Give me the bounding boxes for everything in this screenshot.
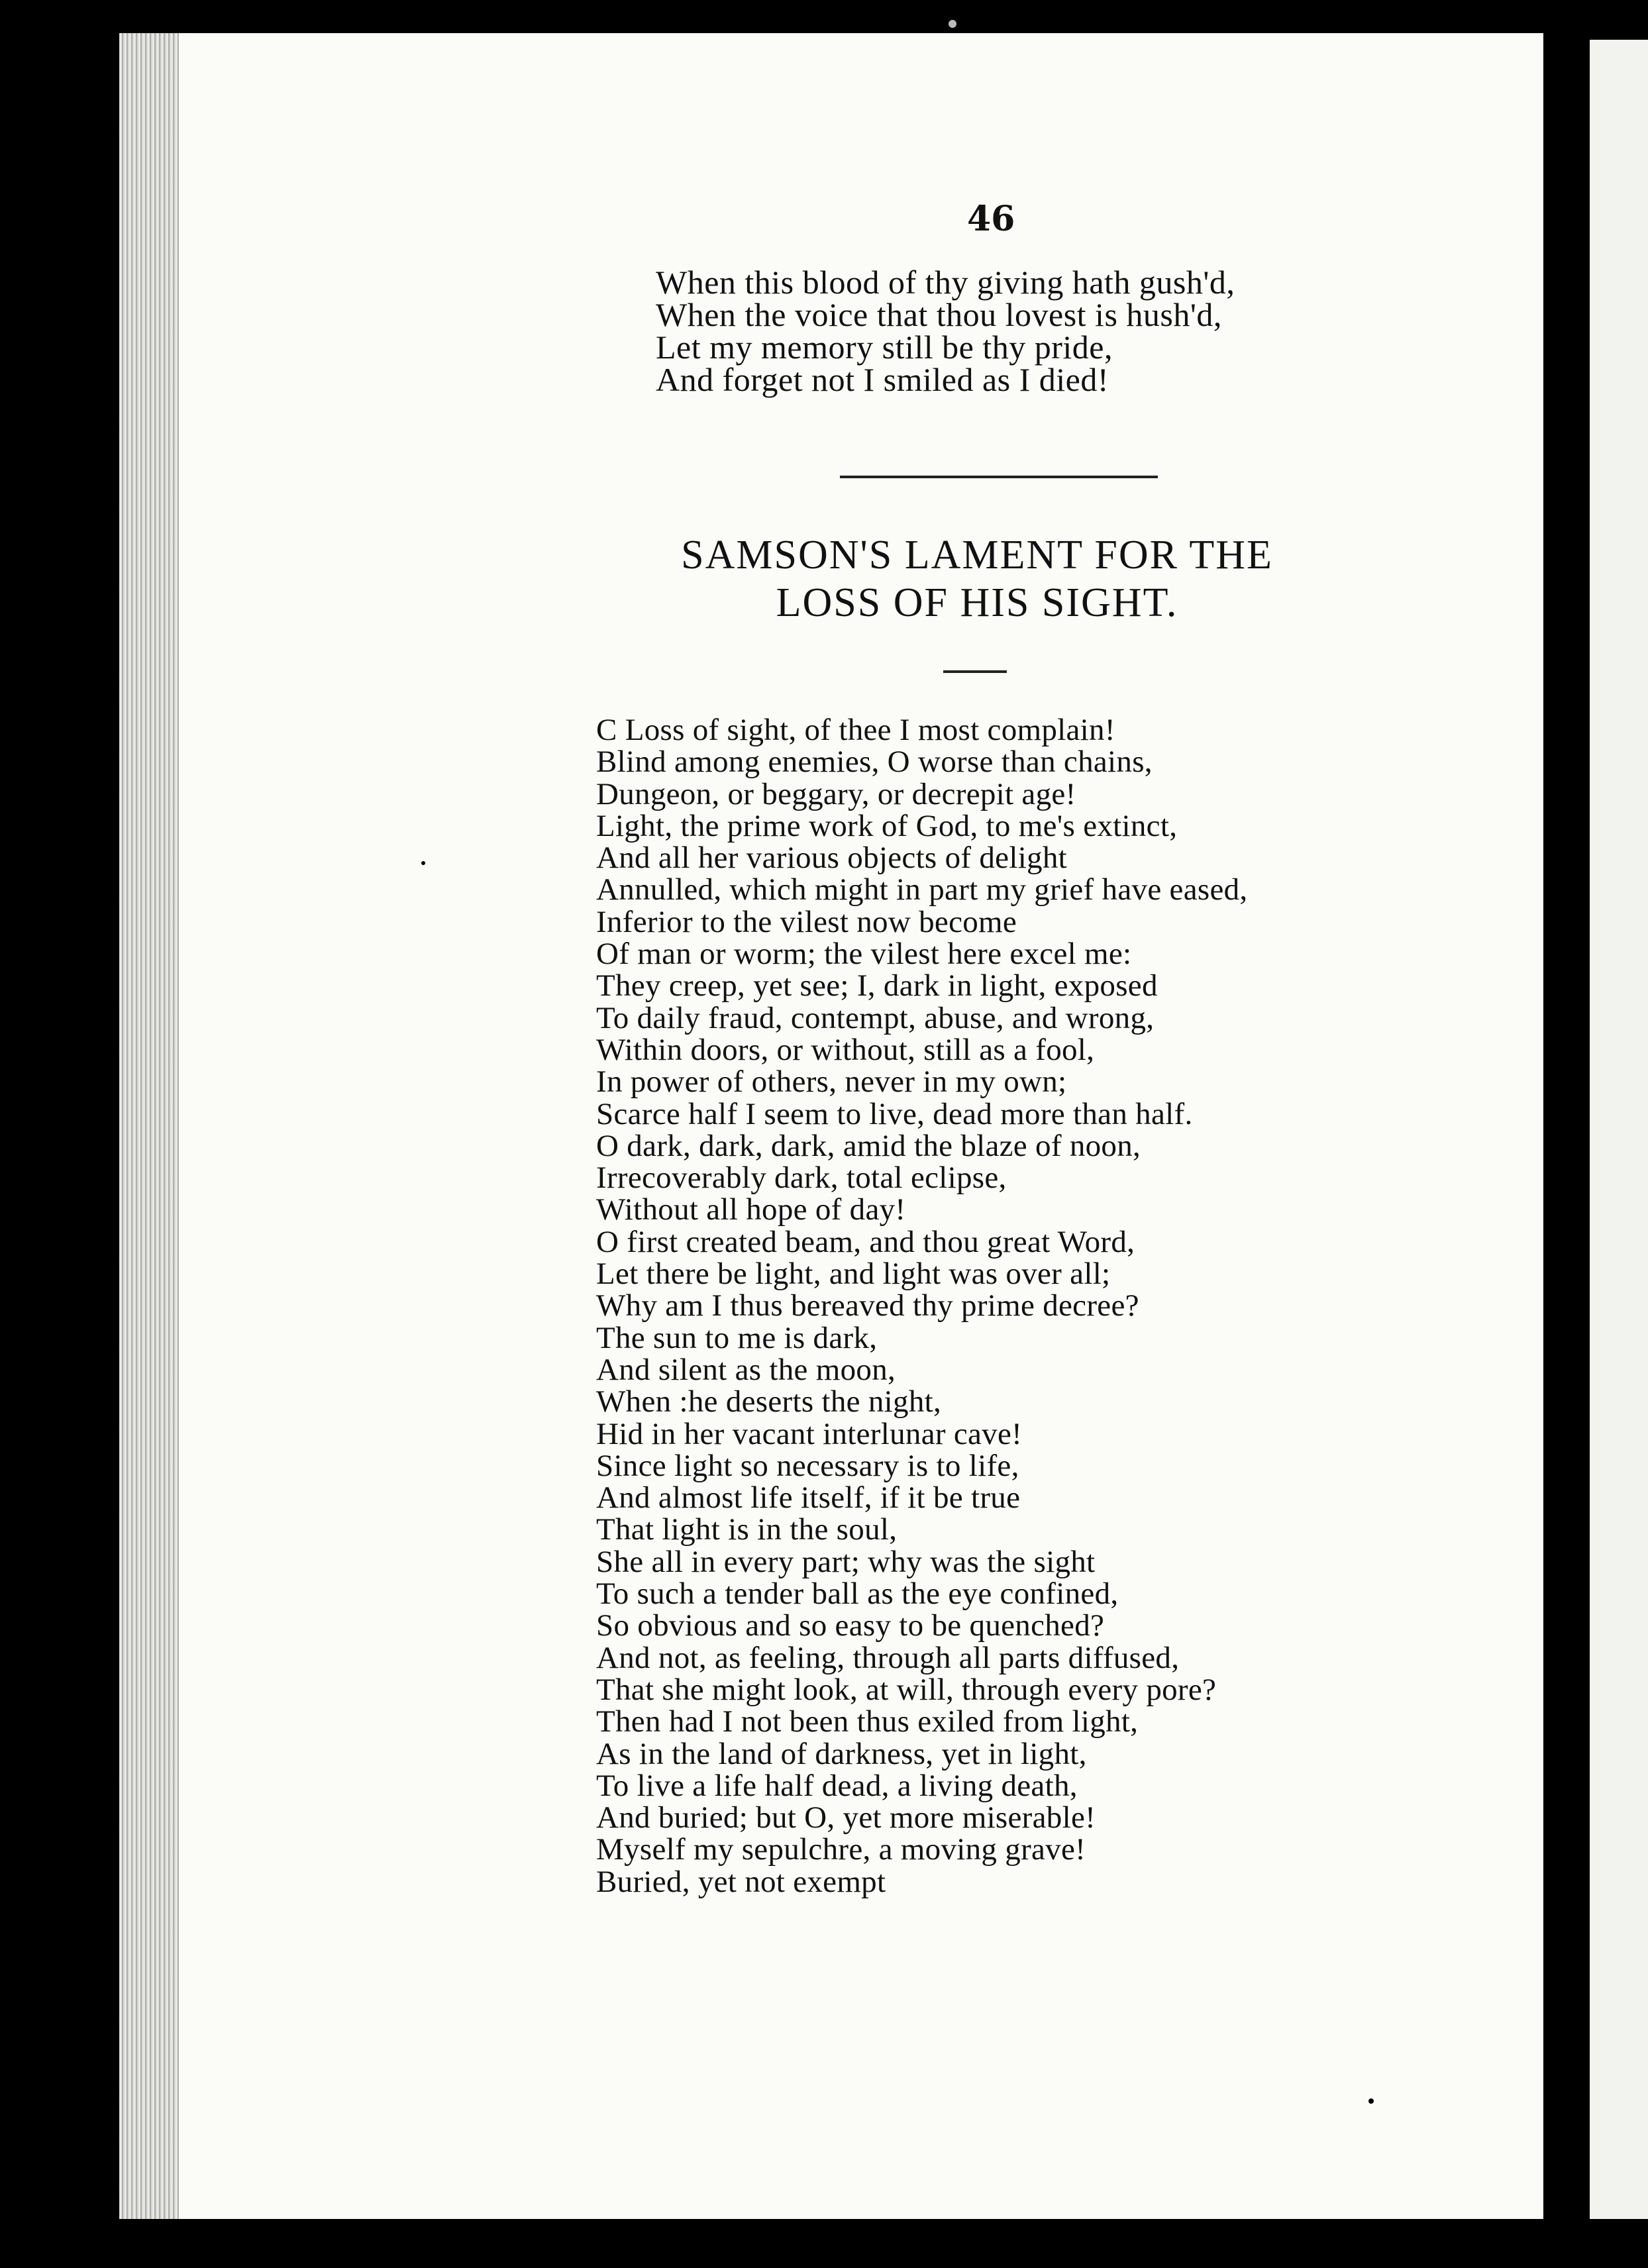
verse-line: O dark, dark, dark, amid the blaze of noon, [596, 1128, 1141, 1163]
poem-body [596, 714, 1391, 1898]
verse-line: She all in every part; why was the sight [596, 1544, 1096, 1579]
verse-line: Light, the prime work of God, to me's extinct, [596, 808, 1178, 843]
verse-line: When this blood of thy giving hath gush'd, [656, 264, 1235, 301]
verse-line: Within doors, or without, still as a fool, [596, 1032, 1095, 1067]
verse-line: Without all hope of day! [596, 1192, 906, 1227]
verse-line: That light is in the soul, [596, 1512, 898, 1547]
verse-line: When :he deserts the night, [596, 1384, 942, 1419]
verse-line: Let my memory still be thy pride, [656, 329, 1113, 366]
verse-line: The sun to me is dark, [596, 1320, 878, 1355]
verse-line: Irrecoverably dark, total eclipse, [596, 1160, 1007, 1196]
verse-line: Annulled, which might in part my grief have eased, [596, 872, 1248, 907]
closing-stanza [656, 266, 1384, 396]
verse-line: And all her various objects of delight [596, 841, 1068, 876]
verse-line: And not, as feeling, through all parts diffused, [596, 1640, 1180, 1675]
verse-line: When the voice that thou lovest is hush'd, [656, 296, 1222, 333]
poem-title [596, 531, 1358, 627]
verse-line: So obvious and so easy to be quenched? [596, 1608, 1105, 1643]
verse-line: And forget not I smiled as I died! [656, 361, 1109, 398]
verse-line: Since light so necessary is to life, [596, 1448, 1019, 1483]
section-divider [840, 476, 1158, 478]
verse-line: Buried, yet not exempt [596, 1864, 886, 1899]
title-line: SAMSON'S LAMENT FOR THE [681, 533, 1273, 578]
verse-line: O first created beam, and thou great Word, [596, 1224, 1135, 1259]
scan-speck [949, 20, 956, 28]
facing-page-edge [1590, 40, 1648, 2219]
title-line: LOSS OF HIS SIGHT. [776, 580, 1178, 625]
title-rule [943, 670, 1007, 673]
verse-line: Scarce half I seem to live, dead more than half. [596, 1096, 1193, 1131]
verse-line: As in the land of darkness, yet in light, [596, 1736, 1087, 1771]
verse-line: Why am I thus bereaved thy prime decree? [596, 1288, 1139, 1323]
verse-line: And buried; but O, yet more miserable! [596, 1800, 1096, 1835]
verse-line: And almost life itself, if it be true [596, 1480, 1021, 1516]
scan-speck [25, 513, 34, 522]
verse-line: Let there be light, and light was over all; [596, 1257, 1111, 1292]
scan-speck [1368, 2098, 1374, 2104]
verse-line: C Loss of sight, of thee I most complain! [596, 713, 1115, 747]
gutter-shadow [1543, 0, 1590, 2268]
verse-line: Then had I not been thus exiled from light, [596, 1704, 1139, 1739]
verse-line: Dungeon, or beggary, or decrepit age! [596, 776, 1076, 811]
verse-line: Of man or worm; the vilest here excel me: [596, 937, 1132, 972]
verse-line: Hid in her vacant interlunar cave! [596, 1416, 1023, 1451]
verse-line: Blind among enemies, O worse than chains, [596, 745, 1153, 780]
verse-line: To live a life half dead, a living death, [596, 1768, 1078, 1803]
verse-line: Myself my sepulchre, a moving grave! [596, 1832, 1086, 1867]
scan-speck [421, 861, 425, 865]
verse-line: To such a tender ball as the eye confined, [596, 1576, 1119, 1612]
page-edge-stack [119, 33, 179, 2219]
verse-line: In power of others, never in my own; [596, 1064, 1067, 1100]
verse-line: To daily fraud, contempt, abuse, and wrong, [596, 1000, 1155, 1035]
verse-line: They creep, yet see; I, dark in light, exposed [596, 968, 1158, 1004]
verse-line: Inferior to the vilest now become [596, 904, 1017, 939]
page-number: 46 [967, 199, 1015, 239]
verse-line: That she might look, at will, through every pore? [596, 1672, 1217, 1707]
verse-line: And silent as the moon, [596, 1352, 896, 1387]
